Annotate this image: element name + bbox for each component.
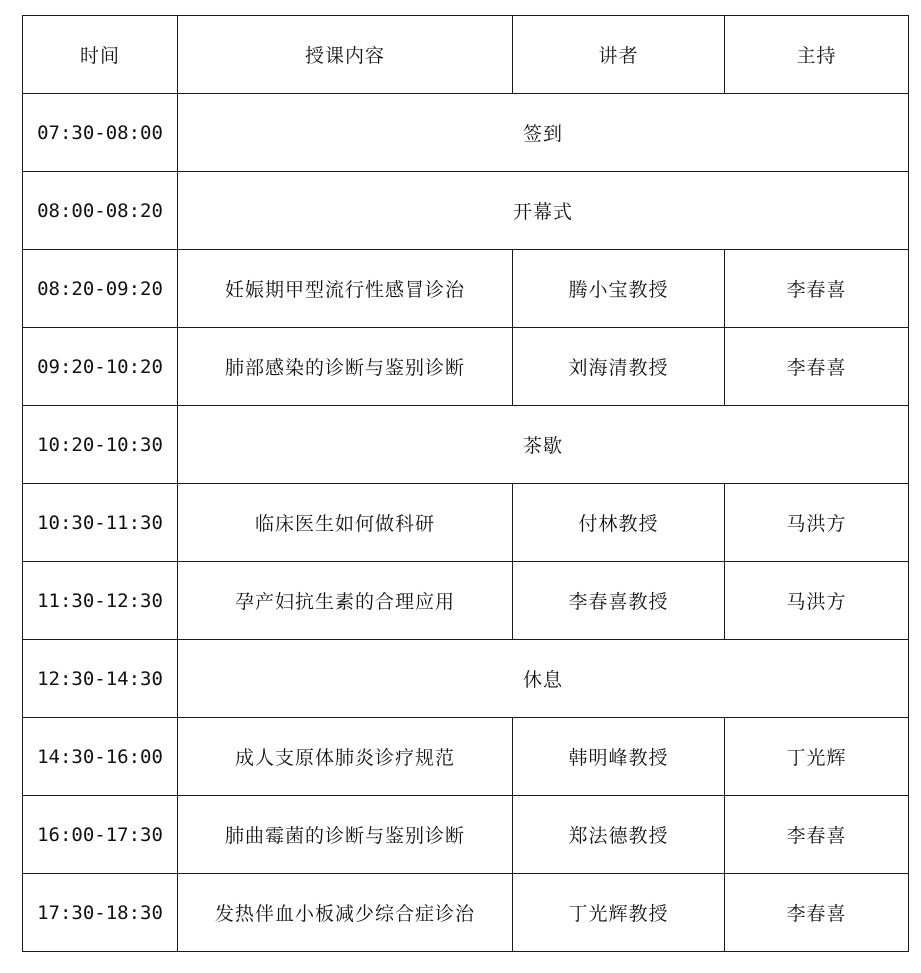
speaker-cell: 韩明峰教授: [513, 718, 725, 796]
table-row: [23, 562, 909, 640]
table-row: [23, 406, 909, 484]
header-speaker: 讲者: [513, 16, 725, 94]
speaker-cell: 刘海清教授: [513, 328, 725, 406]
table-row: [23, 874, 909, 952]
time-cell: 12:30-14:30: [23, 640, 178, 718]
topic-cell: 成人支原体肺炎诊疗规范: [178, 718, 513, 796]
time-cell: 11:30-12:30: [23, 562, 178, 640]
table-row: [23, 250, 909, 328]
speaker-cell: 郑法德教授: [513, 796, 725, 874]
speaker-cell: 付林教授: [513, 484, 725, 562]
time-cell: 14:30-16:00: [23, 718, 178, 796]
time-cell: 16:00-17:30: [23, 796, 178, 874]
time-cell: 17:30-18:30: [23, 874, 178, 952]
host-cell: 丁光辉: [725, 718, 909, 796]
time-cell: 09:20-10:20: [23, 328, 178, 406]
topic-cell: 发热伴血小板减少综合症诊治: [178, 874, 513, 952]
topic-cell: 肺部感染的诊断与鉴别诊断: [178, 328, 513, 406]
event-cell: 茶歇: [178, 406, 909, 484]
table-row: [23, 484, 909, 562]
time-cell: 10:30-11:30: [23, 484, 178, 562]
topic-cell: 孕产妇抗生素的合理应用: [178, 562, 513, 640]
topic-cell: 肺曲霉菌的诊断与鉴别诊断: [178, 796, 513, 874]
table-row: [23, 718, 909, 796]
header-host: 主持: [725, 16, 909, 94]
header-topic: 授课内容: [178, 16, 513, 94]
speaker-cell: 丁光辉教授: [513, 874, 725, 952]
table-row: [23, 94, 909, 172]
host-cell: 马洪方: [725, 562, 909, 640]
time-cell: 08:00-08:20: [23, 172, 178, 250]
time-cell: 08:20-09:20: [23, 250, 178, 328]
host-cell: 李春喜: [725, 328, 909, 406]
time-cell: 10:20-10:30: [23, 406, 178, 484]
host-cell: 李春喜: [725, 874, 909, 952]
topic-cell: 妊娠期甲型流行性感冒诊治: [178, 250, 513, 328]
table-row: [23, 796, 909, 874]
host-cell: 马洪方: [725, 484, 909, 562]
header-time: 时间: [23, 16, 178, 94]
table-row: [23, 172, 909, 250]
time-cell: 07:30-08:00: [23, 94, 178, 172]
speaker-cell: 李春喜教授: [513, 562, 725, 640]
table-row: [23, 640, 909, 718]
table-row: [23, 328, 909, 406]
schedule-table: [22, 15, 909, 952]
header-row: [23, 16, 909, 94]
event-cell: 休息: [178, 640, 909, 718]
host-cell: 李春喜: [725, 250, 909, 328]
event-cell: 签到: [178, 94, 909, 172]
event-cell: 开幕式: [178, 172, 909, 250]
speaker-cell: 腾小宝教授: [513, 250, 725, 328]
host-cell: 李春喜: [725, 796, 909, 874]
topic-cell: 临床医生如何做科研: [178, 484, 513, 562]
